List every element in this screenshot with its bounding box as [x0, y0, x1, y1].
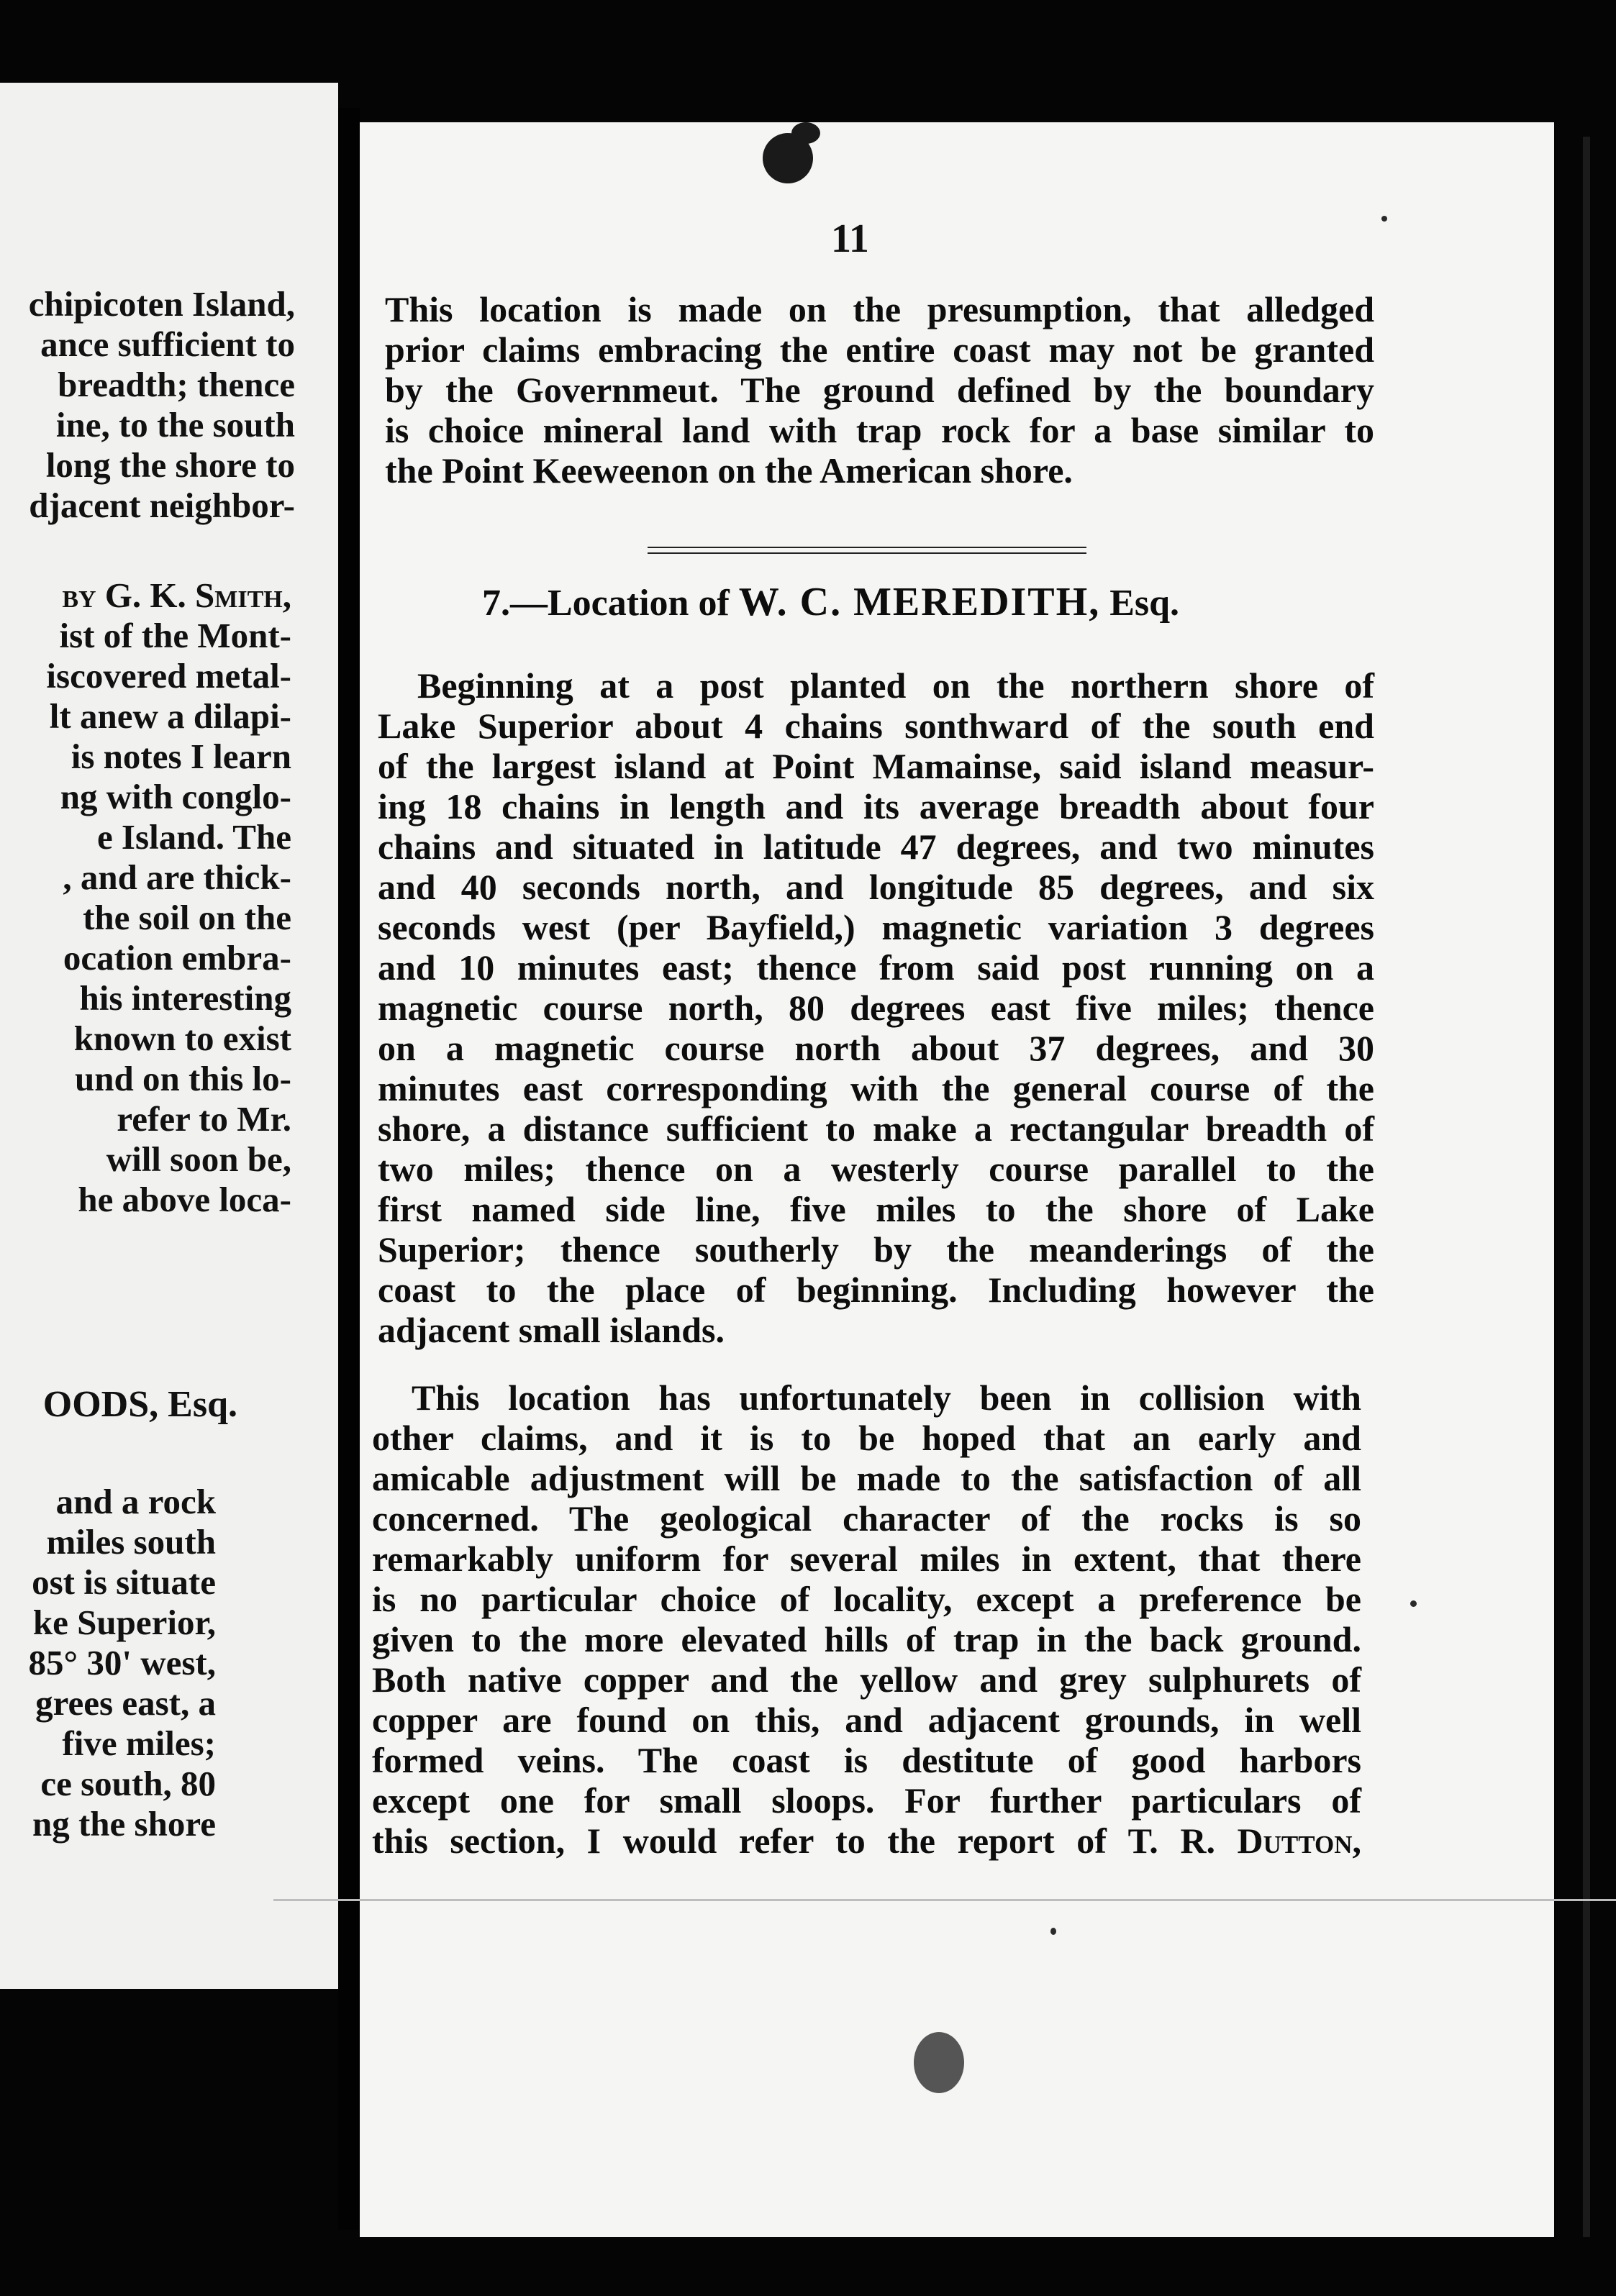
- left-line: lt anew a dilapi-: [49, 696, 291, 736]
- left-line: the soil on the: [83, 898, 291, 937]
- author-name: Dutton,: [1237, 1821, 1361, 1861]
- text-line: coast to the place of beginning. Including however the: [378, 1270, 1374, 1310]
- left-line: is notes I learn: [71, 737, 291, 776]
- page-edge: [1583, 137, 1590, 2237]
- left-line: five miles;: [62, 1723, 216, 1763]
- text-line: Both native copper and the yellow and grey sulphurets of: [372, 1659, 1361, 1700]
- left-line-text: by G. K. Smith,: [62, 575, 291, 615]
- text-line: formed veins. The coast is destitute of good harbors: [372, 1740, 1361, 1780]
- text-line: Lake Superior about 4 chains sonthward of the south end: [378, 706, 1374, 746]
- left-line: chipicoten Island,: [28, 284, 295, 324]
- left-line: will soon be,: [106, 1139, 291, 1179]
- text-line: amicable adjustment will be made to the satisfaction of all: [372, 1458, 1361, 1498]
- left-line: long the shore to: [45, 445, 295, 485]
- text-line: by the Governmeut. The ground defined by the boundary: [385, 370, 1374, 410]
- text-line: first named side line, five miles to the shore of Lake: [378, 1189, 1374, 1229]
- left-line: ng with conglo-: [60, 777, 291, 816]
- left-line: , and are thick-: [63, 857, 291, 897]
- heading-name: W. C. MEREDITH,: [738, 580, 1101, 624]
- text-line: other claims, and it is to be hoped that an early and: [372, 1418, 1361, 1458]
- left-heading: [0, 1385, 237, 1425]
- text-line: prior claims embracing the entire coast may not be granted: [385, 329, 1374, 370]
- text-line: [372, 1821, 1361, 1861]
- ink-blot: [914, 2032, 964, 2093]
- text-line: the Point Keeweenon on the American shore.: [385, 450, 1073, 491]
- ink-speck: [1050, 1928, 1056, 1935]
- left-line: his interesting: [79, 978, 291, 1018]
- section-heading: [482, 579, 1345, 625]
- left-line: known to exist: [73, 1019, 291, 1058]
- text-line: This location is made on the presumption, that alledged: [385, 289, 1374, 329]
- text-line: and 10 minutes east; thence from said post running on a: [378, 947, 1374, 988]
- page-bottom-rule: [273, 1899, 1616, 1901]
- left-line: iscovered metal-: [46, 656, 291, 696]
- text-line: minutes east corresponding with the general course of the: [378, 1068, 1374, 1108]
- left-line: [0, 575, 291, 616]
- left-text-block-2: [0, 575, 291, 1220]
- left-text-block-3: [0, 1482, 216, 1844]
- text-line-prefix: this section, I would refer to the report of T. R.: [372, 1821, 1215, 1861]
- page-11: [360, 122, 1554, 2237]
- text-line: given to the more elevated hills of trap in the back ground.: [372, 1619, 1361, 1659]
- left-line: he above loca-: [78, 1180, 291, 1219]
- text-line: is no particular choice of locality, except a preference be: [372, 1579, 1361, 1619]
- text-line: copper are found on this, and adjacent grounds, in well: [372, 1700, 1361, 1740]
- left-line: breadth; thence: [58, 365, 295, 404]
- binding-gutter: [338, 108, 360, 2230]
- heading-prefix: 7.—Location of: [482, 583, 730, 624]
- page-number: 11: [831, 217, 869, 261]
- left-line: e Island. The: [96, 817, 291, 857]
- previous-page-fragment: [0, 83, 338, 1989]
- left-text-block-1: [0, 284, 295, 526]
- ink-blot: [791, 122, 820, 144]
- left-line: und on this lo-: [75, 1059, 291, 1098]
- left-line: ce south, 80: [40, 1764, 216, 1803]
- left-line: ance sufficient to: [40, 324, 295, 364]
- text-line: shore, a distance sufficient to make a rectangular breadth of: [378, 1108, 1374, 1149]
- text-line: is choice mineral land with trap rock for a base similar to: [385, 410, 1374, 450]
- text-line: on a magnetic course north about 37 degrees, and 30: [378, 1028, 1374, 1068]
- text-line: concerned. The geological character of the rocks is so: [372, 1498, 1361, 1539]
- left-line: grees east, a: [35, 1683, 216, 1723]
- text-line: adjacent small islands.: [378, 1310, 725, 1350]
- ink-speck: [1381, 216, 1387, 222]
- text-line: two miles; thence on a westerly course parallel to the: [378, 1149, 1374, 1189]
- left-line: ost is situate: [32, 1562, 216, 1602]
- text-line: of the largest island at Point Mamainse, said island measur-: [378, 746, 1374, 786]
- left-line: 85° 30' west,: [28, 1643, 216, 1682]
- left-line: ist of the Mont-: [59, 616, 291, 655]
- text-line: seconds west (per Bayfield,) magnetic variation 3 degrees: [378, 907, 1374, 947]
- heading-suffix: Esq.: [1109, 583, 1180, 624]
- left-line: and a rock: [55, 1482, 216, 1521]
- left-line: ke Superior,: [32, 1603, 216, 1642]
- left-heading-text: OODS, Esq.: [42, 1384, 237, 1425]
- text-line: ing 18 chains in length and its average breadth about four: [378, 786, 1374, 826]
- left-line: djacent neighbor-: [29, 486, 295, 525]
- text-line: remarkably uniform for several miles in extent, that there: [372, 1539, 1361, 1579]
- left-line: ocation embra-: [63, 938, 291, 978]
- left-line: ng the shore: [32, 1804, 216, 1844]
- text-line: This location has unfortunately been in collision with: [412, 1377, 1361, 1418]
- left-line: ine, to the south: [55, 405, 295, 445]
- paragraph-boundary-description: [378, 665, 1374, 1350]
- ink-speck: [1410, 1600, 1417, 1607]
- text-line: Beginning at a post planted on the northern shore of: [417, 665, 1374, 706]
- text-line: and 40 seconds north, and longitude 85 degrees, and six: [378, 867, 1374, 907]
- left-line: refer to Mr.: [117, 1099, 291, 1139]
- paragraph-presumption: [385, 289, 1374, 491]
- text-line: chains and situated in latitude 47 degrees, and two minutes: [378, 826, 1374, 867]
- text-line: Superior; thence southerly by the meanderings of the: [378, 1229, 1374, 1270]
- section-divider: [648, 547, 1086, 554]
- text-line: magnetic course north, 80 degrees east five miles; thence: [378, 988, 1374, 1028]
- paragraph-collision-claims: [372, 1377, 1361, 1861]
- left-line: miles south: [46, 1522, 216, 1562]
- text-line: except one for small sloops. For further particulars of: [372, 1780, 1361, 1821]
